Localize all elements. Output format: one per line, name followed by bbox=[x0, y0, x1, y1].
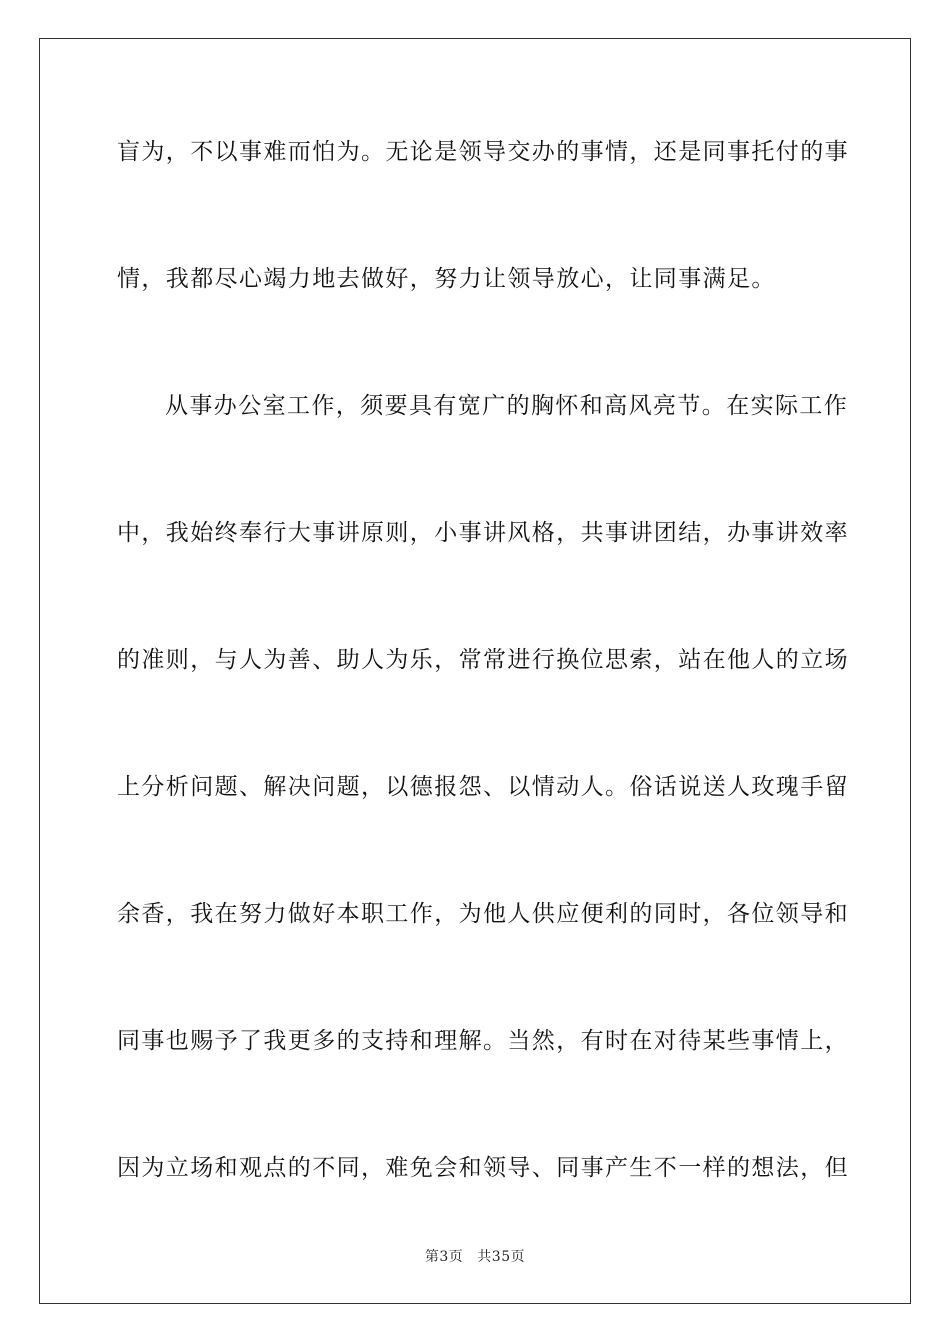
text-line: 中，我始终奉行大事讲原则，小事讲风格，共事讲团结，办事讲效率 bbox=[117, 520, 849, 546]
text-line: 盲为，不以事难而怕为。无论是领导交办的事情，还是同事托付的事 bbox=[117, 139, 849, 165]
page-footer bbox=[0, 1246, 950, 1266]
paragraph-start-line: 从事办公室工作，须要具有宽广的胸怀和高风亮节。在实际工作 bbox=[165, 393, 849, 419]
text-line: 同事也赐予了我更多的支持和理解。当然，有时在对待某些事情上， bbox=[117, 1028, 849, 1054]
text-line: 因为立场和观点的不同，难免会和领导、同事产生不一样的想法，但 bbox=[117, 1155, 849, 1181]
page-number: 第3页 bbox=[424, 1249, 464, 1265]
text-line: 上分析问题、解决问题，以德报怨、以情动人。俗话说送人玫瑰手留 bbox=[117, 774, 849, 800]
text-line: 情，我都尽心竭力地去做好，努力让领导放心，让同事满足。 bbox=[117, 266, 776, 292]
document-body bbox=[117, 126, 849, 1269]
text-line: 的准则，与人为善、助人为乐，常常进行换位思索，站在他人的立场 bbox=[117, 647, 849, 673]
total-pages: 共35页 bbox=[477, 1249, 526, 1265]
text-line: 余香，我在努力做好本职工作，为他人供应便利的同时，各位领导和 bbox=[117, 901, 849, 927]
